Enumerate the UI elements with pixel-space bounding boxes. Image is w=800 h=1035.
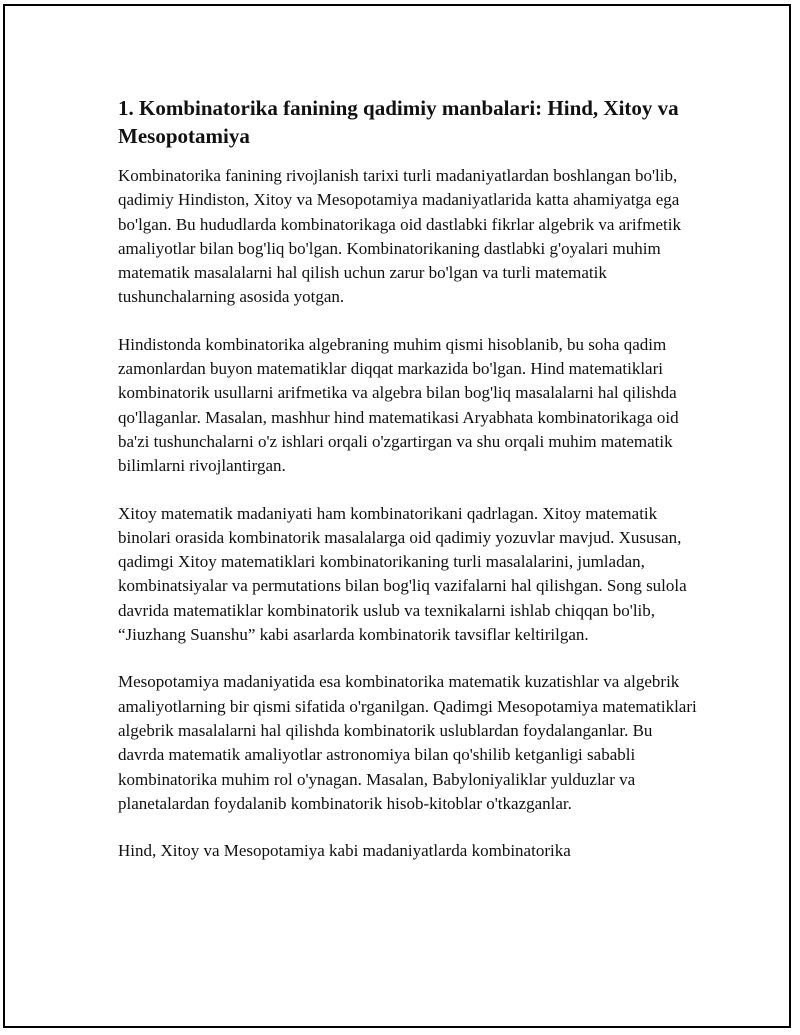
document-body bbox=[118, 94, 698, 863]
paragraph-china: Xitoy matematik madaniyati ham kombinatorikani qadrlagan. Xitoy matematik binolari orasida kombinatorik masalalarga oid qadimiy yozuvlar mavjud. Xususan, qadimgi Xitoy matematiklari kombinatorikaning turli masalalarini, jumladan, kombinatsiyalar va permutations bilan bog'liq vazifalarni hal qilishgan. Song sulola davrida matematiklar kombinatorik uslub va texnikalarni ishlab chiqqan bo'lib, “Jiuzhang Suanshu” kabi asarlarda kombinatorik tavsiflar keltirilgan. bbox=[118, 503, 687, 645]
paragraph-conclusion: Hind, Xitoy va Mesopotamiya kabi madaniyatlarda kombinatorika bbox=[118, 841, 571, 861]
paragraph-india: Hindistonda kombinatorika algebraning muhim qismi hisoblanib, bu soha qadim zamonlardan buyon matematiklar diqqat markazida bo'lgan. Hind matematiklari kombinatorik usullarni arifmetika va algebra bilan bog'liq masalalarni hal qilishda qo'llaganlar. Masalan, mashhur hind matematikasi Aryabhata kombinatorikaga oid ba'zi tushunchalarni o'z ishlari orqali o'zgartirgan va shu orqali muhim matematik bilimlarni rivojlantirgan. bbox=[118, 334, 679, 476]
paragraph-origins: Kombinatorika fanining rivojlanish tarixi turli madaniyatlardan boshlangan bo'lib, qadimiy Hindiston, Xitoy va Mesopotamiya madaniyatlarida katta ahamiyatga ega bo'lgan. Bu hududlarda kombinatorikaga oid dastlabki fikrlar algebrik va arifmetik amaliyotlar bilan bog'liq bo'lgan. Kombinatorikaning dastlabki g'oyalari muhim matematik masalalarni hal qilish uchun zarur bo'lgan va turli matematik tushunchalarning asosida yotgan. bbox=[118, 166, 681, 307]
paragraph-mesopotamia: Mesopotamiya madaniyatida esa kombinatorika matematik kuzatishlar va algebrik amaliyotlarning bir qismi sifatida o'rganilgan. Qadimgi Mesopotamiya matematiklari algebrik masalalarni hal qilishda kombinatorik uslublardan foydalanganlar. Bu davrda matematik amaliyotlar astronomiya bilan qo'shilib ketganligi sababli kombinatorika muhim rol o'ynagan. Masalan, Babyloniyaliklar yulduzlar va planetalardan foydalanib kombinatorik hisob-kitoblar o'tkazganlar. bbox=[118, 672, 697, 813]
section-heading: 1. Kombinatorika fanining qadimiy manbalari: Hind, Xitoy va Mesopotamiya bbox=[118, 96, 679, 148]
